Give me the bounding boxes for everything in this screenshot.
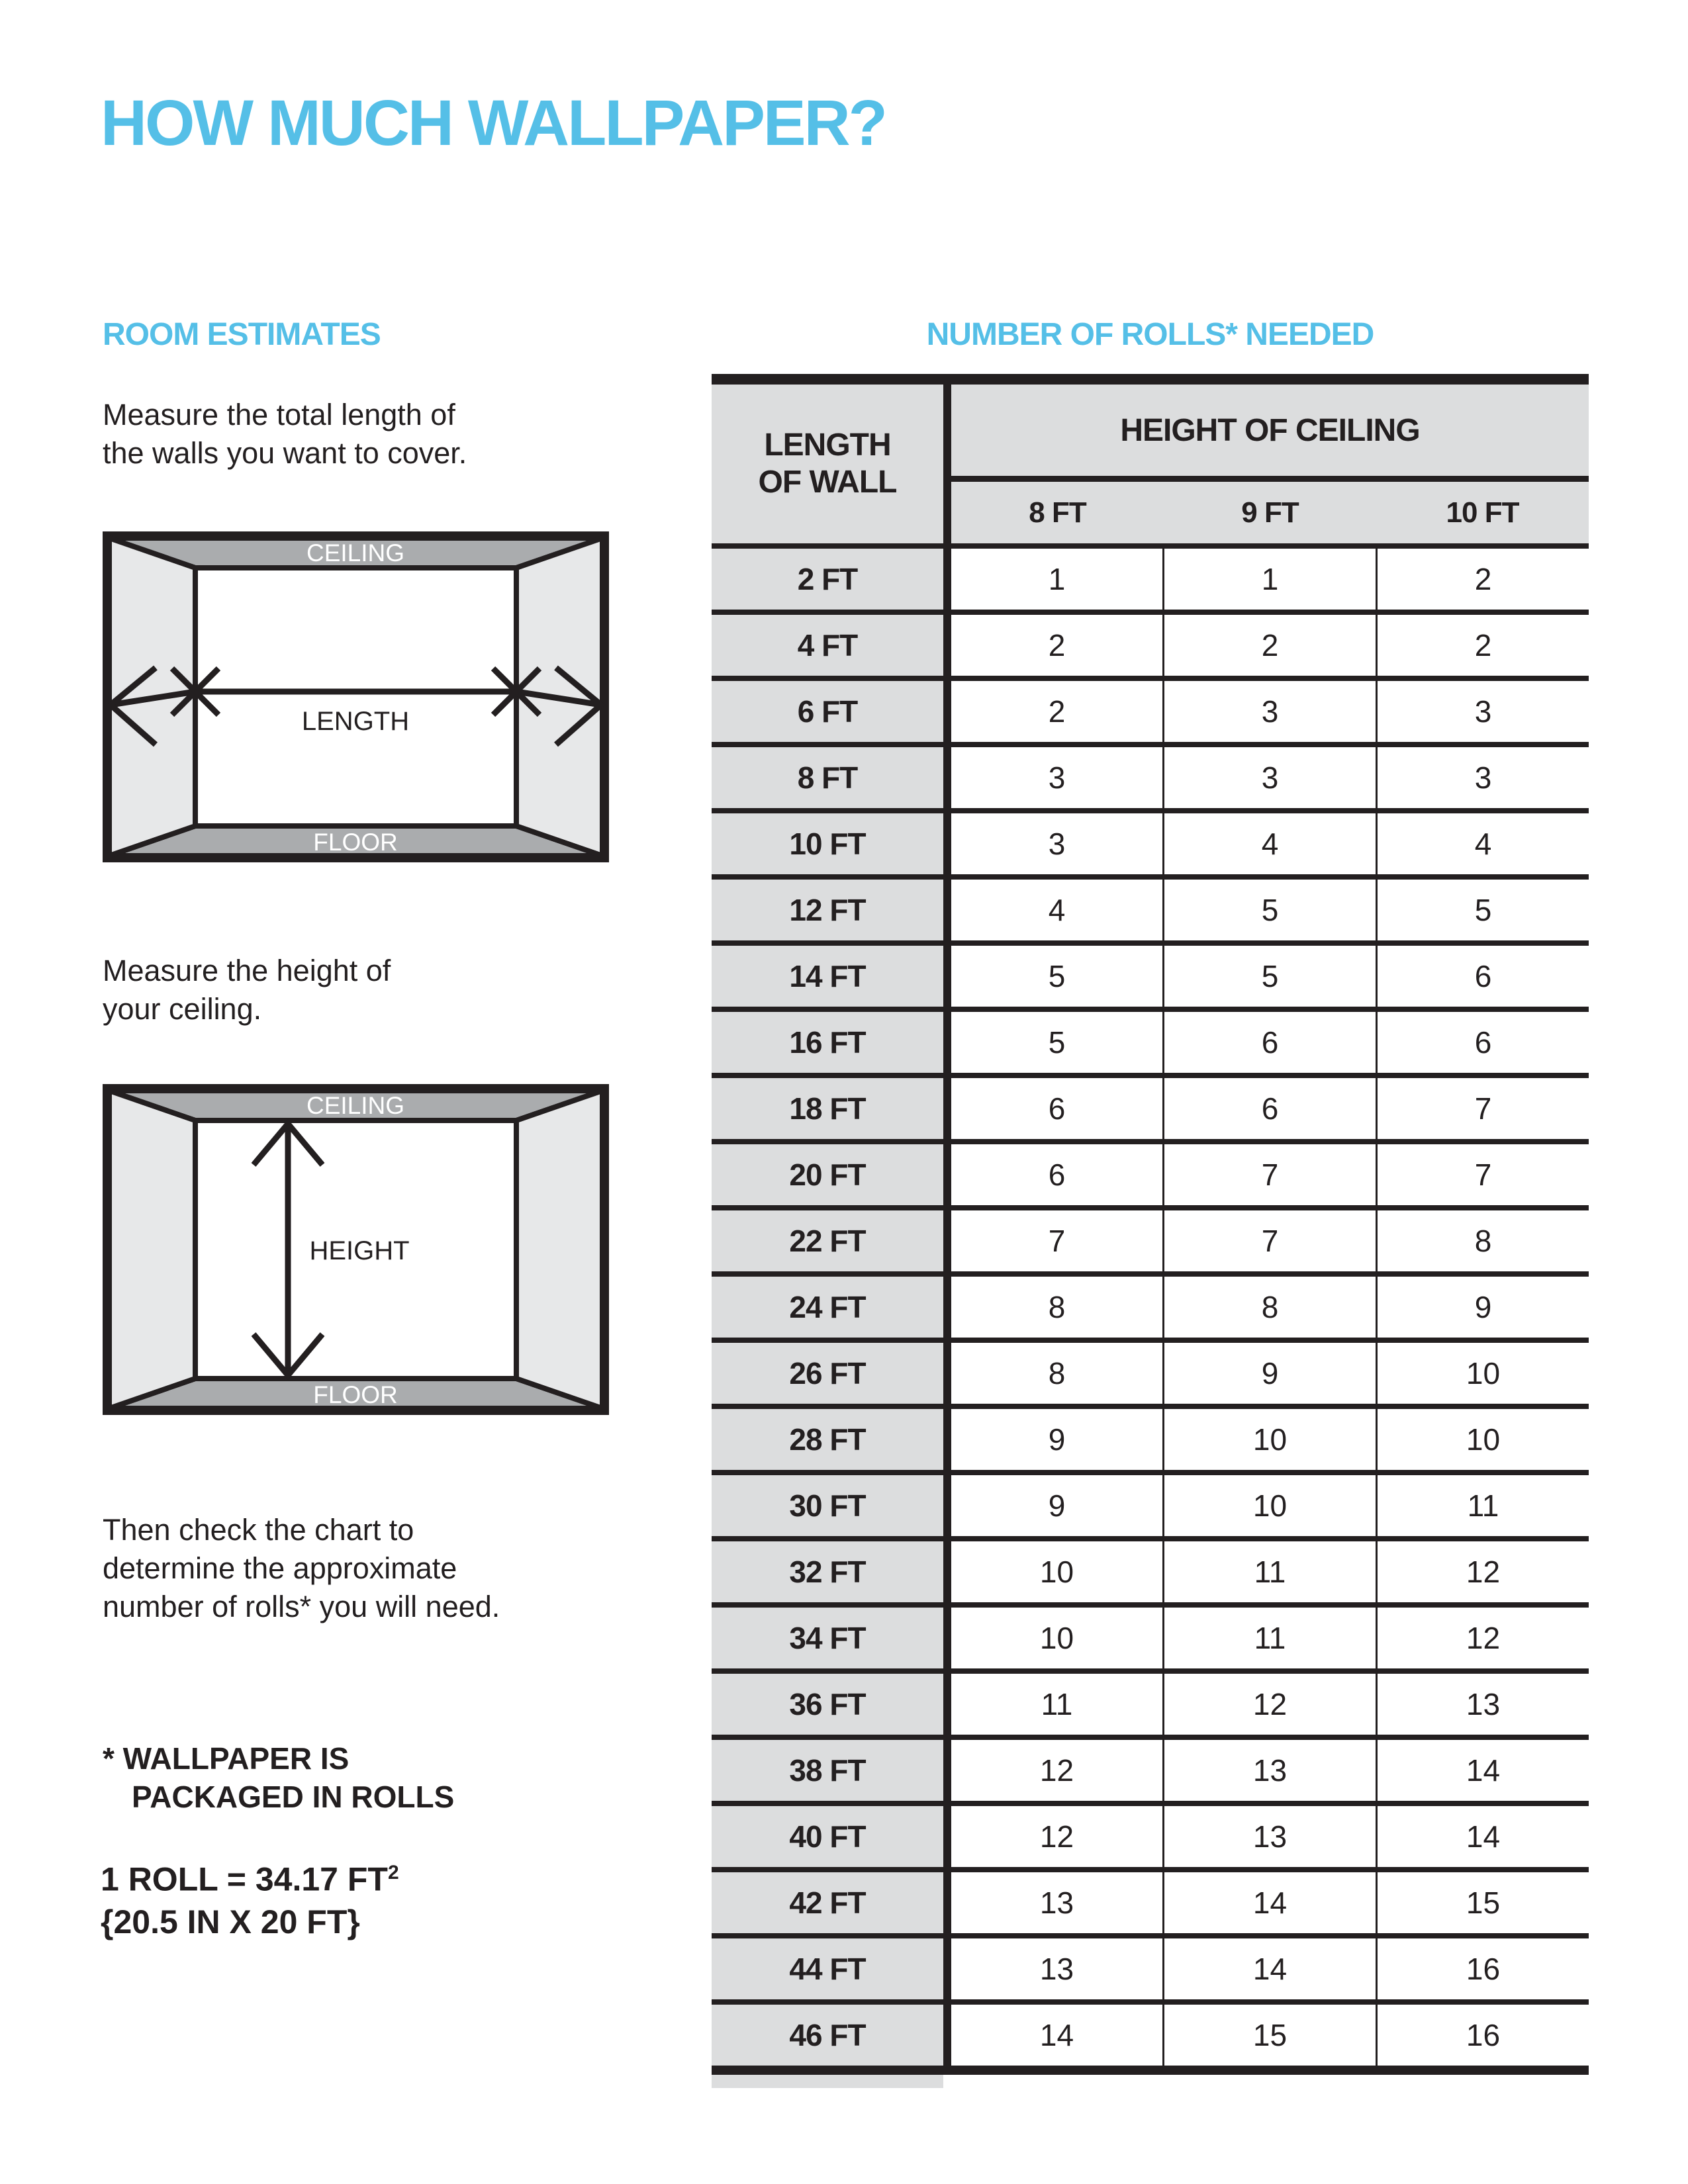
cell-9ft: 14 bbox=[1162, 1938, 1376, 1999]
table-row bbox=[712, 1205, 1589, 1271]
cell-9ft: 15 bbox=[1162, 2005, 1376, 2066]
step1-line1: Measure the total length of bbox=[103, 398, 455, 432]
row-label: 2 FT bbox=[712, 549, 951, 610]
row-label: 6 FT bbox=[712, 681, 951, 742]
cell-9ft: 7 bbox=[1162, 1144, 1376, 1205]
cell-10ft: 5 bbox=[1376, 880, 1589, 940]
cell-10ft: 2 bbox=[1376, 615, 1589, 676]
cell-10ft: 7 bbox=[1376, 1078, 1589, 1139]
cell-8ft: 3 bbox=[951, 747, 1162, 808]
table-row bbox=[712, 1867, 1589, 1933]
row-label: 12 FT bbox=[712, 880, 951, 940]
table-row bbox=[712, 1735, 1589, 1801]
cell-8ft: 4 bbox=[951, 880, 1162, 940]
cell-10ft: 3 bbox=[1376, 747, 1589, 808]
height-diagram bbox=[103, 1084, 609, 1415]
cell-10ft: 11 bbox=[1376, 1475, 1589, 1536]
height-of-ceiling-header: HEIGHT OF CEILING bbox=[951, 385, 1589, 482]
cell-10ft: 13 bbox=[1376, 1674, 1589, 1735]
row-label: 20 FT bbox=[712, 1144, 951, 1205]
row-label: 14 FT bbox=[712, 946, 951, 1007]
cell-10ft: 6 bbox=[1376, 1012, 1589, 1073]
step2-line2: your ceiling. bbox=[103, 992, 262, 1026]
cell-8ft: 12 bbox=[951, 1740, 1162, 1801]
table-row bbox=[712, 1999, 1589, 2066]
cell-10ft: 6 bbox=[1376, 946, 1589, 1007]
cell-10ft: 14 bbox=[1376, 1740, 1589, 1801]
step2-text bbox=[103, 952, 391, 1028]
floor-label: FLOOR bbox=[313, 1381, 398, 1408]
cell-8ft: 13 bbox=[951, 1938, 1162, 1999]
column-header-9ft: 9 FT bbox=[1241, 496, 1299, 529]
cell-8ft: 10 bbox=[951, 1608, 1162, 1668]
row-label: 36 FT bbox=[712, 1674, 951, 1735]
rolls-needed-heading: NUMBER OF ROLLS* NEEDED bbox=[926, 317, 1374, 352]
row-label: 44 FT bbox=[712, 1938, 951, 1999]
cell-9ft: 11 bbox=[1162, 1541, 1376, 1602]
rolls-needed-table bbox=[712, 374, 1589, 2088]
row-label: 34 FT bbox=[712, 1608, 951, 1668]
cell-9ft: 4 bbox=[1162, 813, 1376, 874]
cell-9ft: 9 bbox=[1162, 1343, 1376, 1404]
cell-8ft: 10 bbox=[951, 1541, 1162, 1602]
cell-10ft: 7 bbox=[1376, 1144, 1589, 1205]
footnote-line1: * WALLPAPER IS bbox=[103, 1741, 350, 1776]
row-label: 4 FT bbox=[712, 615, 951, 676]
cell-9ft: 3 bbox=[1162, 681, 1376, 742]
table-row bbox=[712, 543, 1589, 610]
table-row bbox=[712, 1470, 1589, 1536]
cell-10ft: 10 bbox=[1376, 1343, 1589, 1404]
roll-equation: 1 ROLL = 34.17 FT bbox=[101, 1860, 388, 1898]
cell-9ft: 10 bbox=[1162, 1409, 1376, 1470]
row-label: 24 FT bbox=[712, 1277, 951, 1338]
cell-8ft: 6 bbox=[951, 1144, 1162, 1205]
roll-exponent: 2 bbox=[387, 1862, 399, 1884]
table-row bbox=[712, 610, 1589, 676]
table-row bbox=[712, 940, 1589, 1007]
ceiling-label: CEILING bbox=[306, 539, 405, 567]
cell-8ft: 8 bbox=[951, 1343, 1162, 1404]
row-label: 8 FT bbox=[712, 747, 951, 808]
table-row bbox=[712, 1404, 1589, 1470]
step3-line2: determine the approximate bbox=[103, 1551, 457, 1585]
cell-10ft: 2 bbox=[1376, 549, 1589, 610]
table-gray-stub bbox=[712, 2075, 943, 2088]
ceiling-height-columns bbox=[951, 482, 1589, 543]
cell-9ft: 14 bbox=[1162, 1872, 1376, 1933]
table-row bbox=[712, 1271, 1589, 1338]
cell-8ft: 9 bbox=[951, 1409, 1162, 1470]
cell-9ft: 13 bbox=[1162, 1740, 1376, 1801]
cell-9ft: 1 bbox=[1162, 549, 1376, 610]
cell-10ft: 16 bbox=[1376, 2005, 1589, 2066]
cell-10ft: 9 bbox=[1376, 1277, 1589, 1338]
cell-8ft: 11 bbox=[951, 1674, 1162, 1735]
table-row bbox=[712, 1801, 1589, 1867]
column-header-8ft: 8 FT bbox=[1029, 496, 1086, 529]
row-label: 32 FT bbox=[712, 1541, 951, 1602]
row-label: 30 FT bbox=[712, 1475, 951, 1536]
roll-dimensions: {20.5 IN X 20 FT} bbox=[101, 1903, 360, 1940]
room-estimates-heading: ROOM ESTIMATES bbox=[103, 317, 381, 352]
cell-8ft: 14 bbox=[951, 2005, 1162, 2066]
column-header-10ft: 10 FT bbox=[1446, 496, 1519, 529]
row-header-line2: OF WALL bbox=[758, 465, 897, 500]
table-body bbox=[712, 543, 1589, 2075]
page-title: HOW MUCH WALLPAPER? bbox=[101, 87, 886, 159]
table-row bbox=[712, 1139, 1589, 1205]
length-diagram bbox=[103, 531, 609, 862]
table-header bbox=[712, 385, 1589, 543]
table-row bbox=[712, 1668, 1589, 1735]
step2-line1: Measure the height of bbox=[103, 954, 391, 987]
cell-8ft: 9 bbox=[951, 1475, 1162, 1536]
length-of-wall-header bbox=[712, 385, 951, 543]
row-label: 22 FT bbox=[712, 1210, 951, 1271]
table-row bbox=[712, 1007, 1589, 1073]
cell-8ft: 7 bbox=[951, 1210, 1162, 1271]
step1-text bbox=[103, 396, 467, 473]
height-label: HEIGHT bbox=[309, 1236, 410, 1265]
table-row bbox=[712, 874, 1589, 940]
cell-9ft: 6 bbox=[1162, 1012, 1376, 1073]
cell-8ft: 3 bbox=[951, 813, 1162, 874]
step3-text bbox=[103, 1511, 500, 1626]
cell-8ft: 13 bbox=[951, 1872, 1162, 1933]
cell-8ft: 1 bbox=[951, 549, 1162, 610]
table-row bbox=[712, 1602, 1589, 1668]
cell-9ft: 5 bbox=[1162, 880, 1376, 940]
height-room-illustration bbox=[103, 1084, 609, 1415]
step3-line1: Then check the chart to bbox=[103, 1513, 414, 1547]
ceiling-label: CEILING bbox=[306, 1092, 405, 1119]
cell-9ft: 13 bbox=[1162, 1806, 1376, 1867]
cell-9ft: 6 bbox=[1162, 1078, 1376, 1139]
cell-9ft: 7 bbox=[1162, 1210, 1376, 1271]
roll-equation-line bbox=[101, 1852, 399, 1901]
cell-10ft: 15 bbox=[1376, 1872, 1589, 1933]
step3-line3: number of rolls* you will need. bbox=[103, 1590, 500, 1623]
cell-8ft: 6 bbox=[951, 1078, 1162, 1139]
cell-8ft: 12 bbox=[951, 1806, 1162, 1867]
row-label: 18 FT bbox=[712, 1078, 951, 1139]
cell-9ft: 8 bbox=[1162, 1277, 1376, 1338]
ceiling-header-area bbox=[951, 385, 1589, 543]
cell-9ft: 2 bbox=[1162, 615, 1376, 676]
cell-10ft: 10 bbox=[1376, 1409, 1589, 1470]
table-row bbox=[712, 676, 1589, 742]
table-row bbox=[712, 1536, 1589, 1602]
row-label: 26 FT bbox=[712, 1343, 951, 1404]
cell-9ft: 12 bbox=[1162, 1674, 1376, 1735]
cell-10ft: 4 bbox=[1376, 813, 1589, 874]
row-label: 16 FT bbox=[712, 1012, 951, 1073]
cell-10ft: 14 bbox=[1376, 1806, 1589, 1867]
floor-label: FLOOR bbox=[313, 829, 398, 856]
cell-8ft: 2 bbox=[951, 681, 1162, 742]
table-row bbox=[712, 1933, 1589, 1999]
table-row bbox=[712, 742, 1589, 808]
table-row bbox=[712, 1338, 1589, 1404]
cell-9ft: 10 bbox=[1162, 1475, 1376, 1536]
cell-9ft: 3 bbox=[1162, 747, 1376, 808]
rolls-footnote bbox=[103, 1739, 454, 1816]
row-label: 38 FT bbox=[712, 1740, 951, 1801]
row-label: 10 FT bbox=[712, 813, 951, 874]
roll-size-info bbox=[101, 1852, 399, 1943]
table-top-bar bbox=[712, 374, 1589, 385]
cell-10ft: 12 bbox=[1376, 1541, 1589, 1602]
cell-10ft: 16 bbox=[1376, 1938, 1589, 1999]
cell-10ft: 12 bbox=[1376, 1608, 1589, 1668]
cell-8ft: 2 bbox=[951, 615, 1162, 676]
cell-10ft: 8 bbox=[1376, 1210, 1589, 1271]
table-row bbox=[712, 808, 1589, 874]
row-label: 40 FT bbox=[712, 1806, 951, 1867]
cell-8ft: 5 bbox=[951, 1012, 1162, 1073]
cell-9ft: 11 bbox=[1162, 1608, 1376, 1668]
table-row bbox=[712, 1073, 1589, 1139]
length-room-illustration bbox=[103, 531, 609, 862]
cell-9ft: 5 bbox=[1162, 946, 1376, 1007]
cell-10ft: 3 bbox=[1376, 681, 1589, 742]
row-header-line1: LENGTH bbox=[764, 428, 891, 463]
cell-8ft: 5 bbox=[951, 946, 1162, 1007]
length-label: LENGTH bbox=[301, 707, 410, 736]
row-label: 46 FT bbox=[712, 2005, 951, 2066]
step1-line2: the walls you want to cover. bbox=[103, 436, 467, 470]
row-label: 28 FT bbox=[712, 1409, 951, 1470]
cell-8ft: 8 bbox=[951, 1277, 1162, 1338]
row-label: 42 FT bbox=[712, 1872, 951, 1933]
footnote-line2: PACKAGED IN ROLLS bbox=[132, 1780, 455, 1814]
